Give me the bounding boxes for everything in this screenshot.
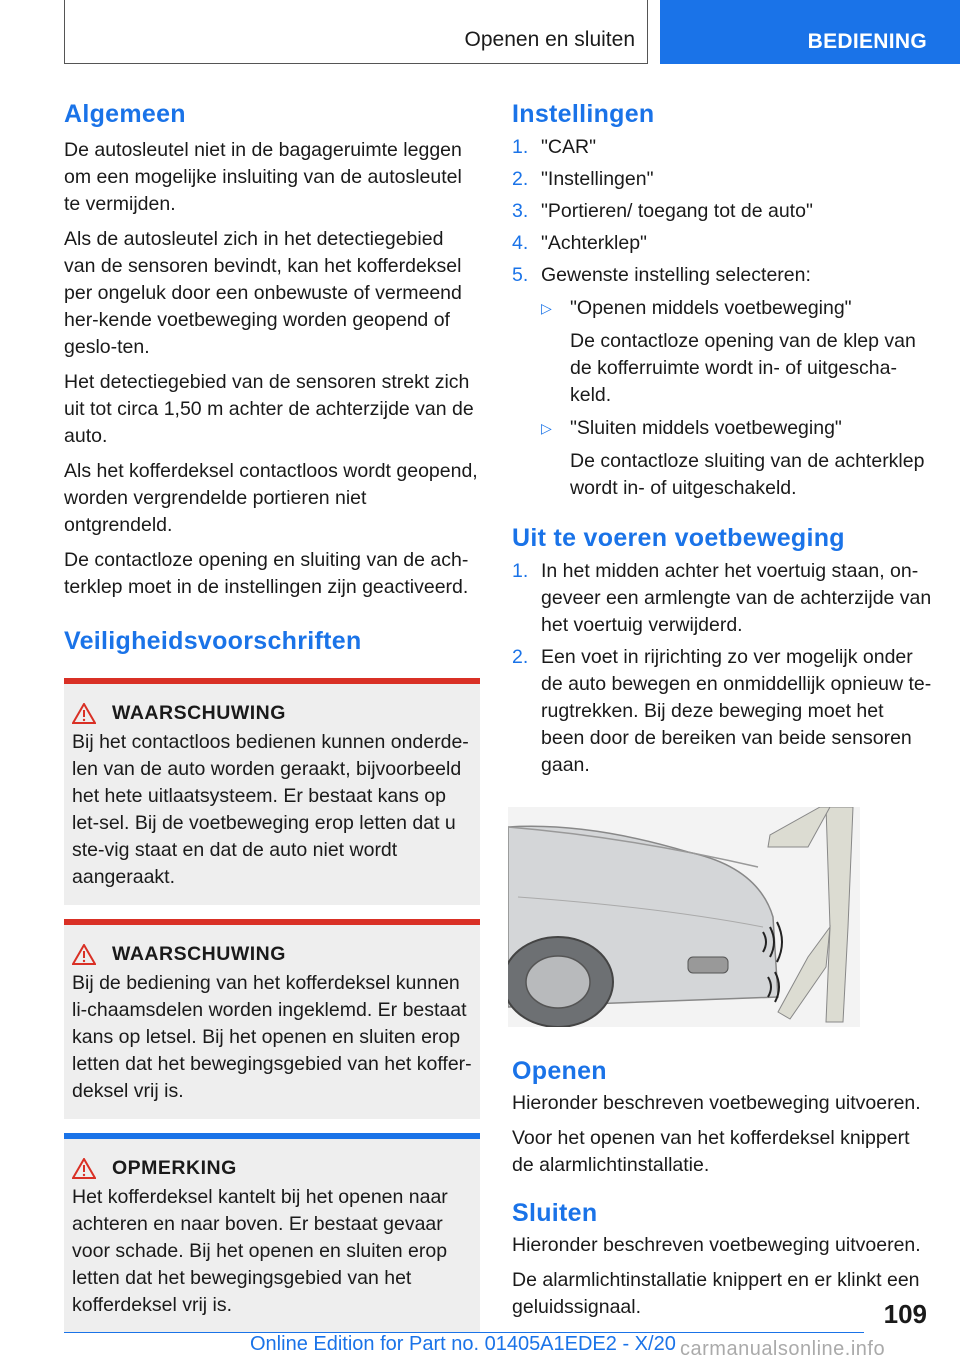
paragraph: De autosleutel niet in de bagageruimte leggen om een mogelijke insluiting van de autosleutel te vermijden. [64, 139, 462, 215]
car-kick-illustration [508, 807, 860, 1027]
list-item: 5. Gewenste instelling selecteren: [512, 264, 811, 286]
triangle-bullet-icon: ▷ [541, 420, 552, 436]
left-column [64, 100, 480, 1333]
foot-steps [512, 558, 932, 779]
warning-text: Bij het contactloos bedienen kunnen onderde-len van de auto worden geraakt, bijvoorbeeld het hete uitlaatsysteem. Er bestaat kans op let-sel. Bij de voetbeweging erop letten dat u ste-vig staat en dat de auto niet wordt aangeraakt. [72, 731, 469, 888]
watermark: carmanualsonline.info [680, 1338, 886, 1360]
paragraph: Hieronder beschreven voetbeweging uitvoeren. [512, 1092, 921, 1114]
list-item: 4. "Achterklep" [512, 232, 647, 254]
paragraph: Het detectiegebied van de sensoren strekt zich uit tot circa 1,50 m achter de achterzijde van de auto. [64, 371, 474, 447]
option-item: ▷ "Openen middels voetbeweging" De contactloze opening van de klep van de kofferruimte wordt in- of uitgescha-keld. [541, 295, 932, 409]
warning-title: WAARSCHUWING [72, 702, 472, 725]
setting-options [541, 295, 932, 502]
chapter-tab [64, 0, 648, 64]
note-title: OPMERKING [72, 1157, 472, 1180]
list-item: 2. "Instellingen" [512, 168, 654, 190]
paragraph: De alarmlichtinstallatie knippert en er klinkt een geluidssignaal. [512, 1269, 920, 1318]
settings-steps [512, 134, 932, 289]
list-item: 2. Een voet in rijrichting zo ver mogelijk onder de auto bewegen en onmiddellijk opnieuw te-rugtrekken. Bij deze beweging moet het been door de bereiken van beide sensoren gaan. [512, 646, 932, 776]
list-item: 1. In het midden achter het voertuig staan, on-geveer een armlengte van de achterzijde van het voertuig verwijderd. [512, 560, 932, 636]
heading-veiligheid: Veiligheidsvoorschriften [64, 627, 362, 655]
heading-instellingen: Instellingen [512, 100, 655, 128]
warning-triangle-icon [72, 703, 96, 724]
car-rear-illustration [508, 807, 860, 1027]
footer-edition: Online Edition for Part no. 01405A1EDE2 - X/20 [250, 1333, 676, 1355]
warning-title: WAARSCHUWING [72, 943, 472, 966]
option-item: ▷ "Sluiten middels voetbeweging" De contactloze sluiting van de achterklep wordt in- of uitgeschakeld. [541, 415, 932, 502]
paragraph: Hieronder beschreven voetbeweging uitvoeren. [512, 1234, 921, 1256]
chapter-title: Openen en sluiten [464, 28, 635, 51]
paragraph: Als het kofferdeksel contactloos wordt geopend, worden vergrendelde portieren niet ontgrendeld. [64, 460, 478, 536]
warning-text: Bij de bediening van het kofferdeksel kunnen li-chaamsdelen worden ingeklemd. Er bestaat kans op letsel. Bij het openen en sluiten erop letten dat het bewegingsgebied van het koffer-deksel vrij is. [72, 972, 472, 1102]
right-column [512, 100, 932, 1321]
paragraph: Voor het openen van het kofferdeksel knippert de alarmlichtinstallatie. [512, 1127, 910, 1176]
paragraph: Als de autosleutel zich in het detectiegebied van de sensoren bevindt, kan het kofferdeksel per ongeluk door een onbewuste of vermeend her-kende voetbeweging worden geopend of geslo-ten. [64, 228, 462, 358]
paragraph: De contactloze opening en sluiting van de ach-terklep moet in de instellingen zijn geactiveerd. [64, 549, 469, 598]
heading-sluiten: Sluiten [512, 1199, 598, 1227]
warning-triangle-icon [72, 944, 96, 965]
warning-box [64, 919, 480, 1119]
heading-openen: Openen [512, 1057, 607, 1085]
warning-box [64, 678, 480, 905]
heading-voetbeweging: Uit te voeren voetbeweging [512, 524, 845, 552]
page-number: 109 [883, 1299, 927, 1329]
triangle-bullet-icon: ▷ [541, 300, 552, 316]
heading-algemeen: Algemeen [64, 100, 186, 128]
note-text: Het kofferdeksel kantelt bij het openen naar achteren en naar boven. Er bestaat gevaar voor schade. Bij het openen en sluiten erop letten dat het bewegingsgebied van het kofferdeksel vrij is. [72, 1186, 448, 1316]
section-title: BEDIENING [807, 30, 927, 53]
note-box [64, 1133, 480, 1333]
note-triangle-icon [72, 1158, 96, 1179]
list-item: 3. "Portieren/ toegang tot de auto" [512, 200, 813, 222]
list-item: 1. "CAR" [512, 136, 597, 158]
section-tab [660, 0, 960, 64]
